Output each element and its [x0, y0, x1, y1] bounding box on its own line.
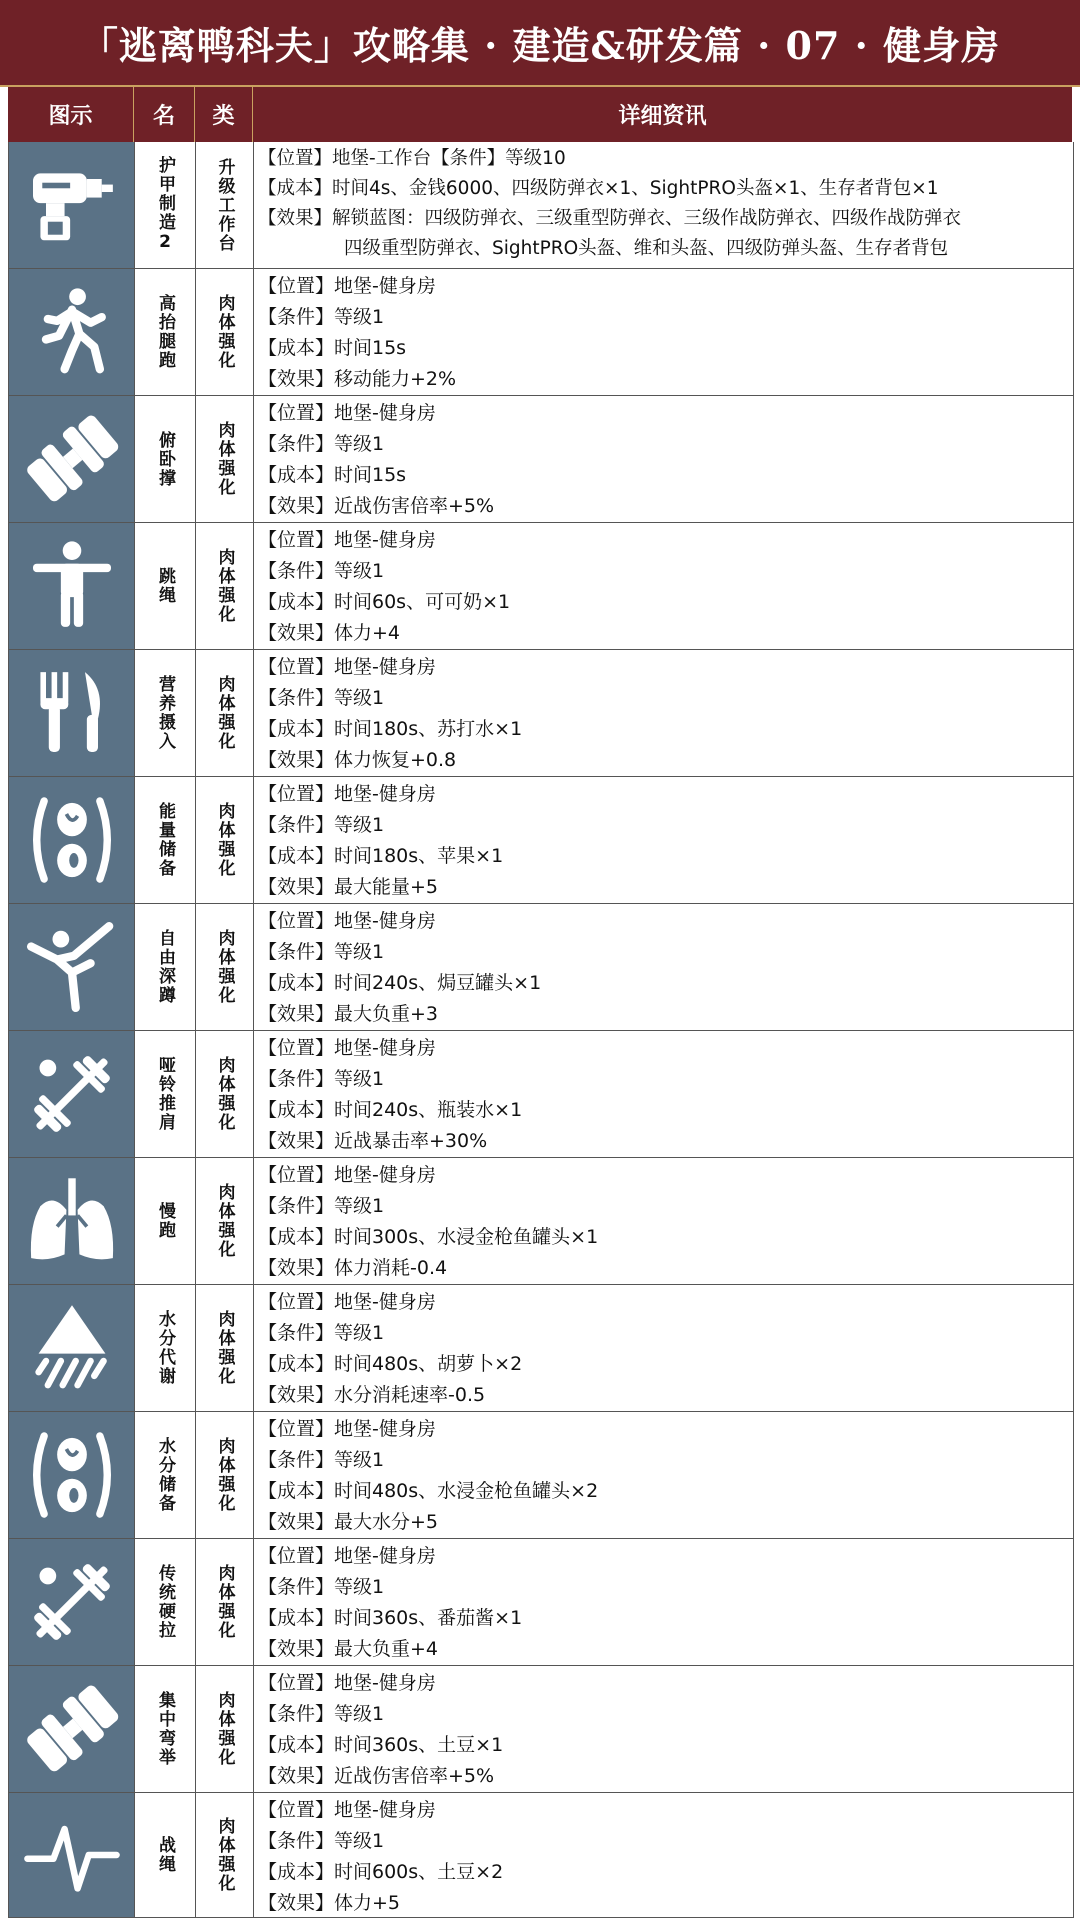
detail-line: 【位置】地堡-健身房 [258, 529, 436, 551]
item-type-text: 肉体强化 [214, 1183, 235, 1259]
item-type [196, 650, 254, 776]
icon-cell [9, 1285, 135, 1411]
detail-line: 【位置】地堡-工作台【条件】等级10 [258, 148, 566, 169]
item-type-text: 肉体强化 [214, 1564, 235, 1640]
item-detail [254, 269, 1073, 395]
table-row [9, 1793, 1073, 1918]
detail-line: 【位置】地堡-健身房 [258, 1418, 436, 1440]
detail-line: 【效果】最大负重+4 [258, 1638, 439, 1660]
item-type [196, 142, 254, 268]
table-row [9, 904, 1073, 1031]
detail-line: 【成本】时间180s、苹果×1 [258, 845, 504, 867]
item-name [135, 1793, 196, 1917]
icon-cell [9, 142, 135, 268]
detail-line: 【成本】时间15s [258, 337, 407, 359]
item-detail [254, 1158, 1073, 1284]
item-type [196, 1412, 254, 1538]
icon-cell [9, 1793, 135, 1917]
item-type-text: 肉体强化 [214, 802, 235, 878]
table-row [9, 1031, 1073, 1158]
detail-line: 【条件】等级1 [258, 560, 385, 582]
icon-cell [9, 1539, 135, 1665]
item-name [135, 1285, 196, 1411]
item-name [135, 650, 196, 776]
icon-cell [9, 904, 135, 1030]
icon-cell [9, 1158, 135, 1284]
detail-line: 【条件】等级1 [258, 433, 385, 455]
item-name [135, 1666, 196, 1792]
item-type [196, 1158, 254, 1284]
table-header [8, 87, 1072, 142]
lungs-icon [20, 1169, 124, 1273]
upgrade-table [8, 142, 1074, 1918]
icon-cell [9, 269, 135, 395]
detail-line: 【位置】地堡-健身房 [258, 402, 436, 424]
detail-line: 【成本】时间240s、焗豆罐头×1 [258, 972, 542, 994]
detail-line: 【成本】时间180s、苏打水×1 [258, 718, 523, 740]
item-type-text: 肉体强化 [214, 1691, 235, 1767]
table-row [9, 523, 1073, 650]
detail-line: 【位置】地堡-健身房 [258, 1164, 436, 1186]
detail-line: 【效果】最大能量+5 [258, 876, 439, 898]
item-name-text: 哑铃推肩 [155, 1056, 175, 1132]
item-type [196, 904, 254, 1030]
item-type-text: 肉体强化 [214, 1056, 235, 1132]
detail-line: 【效果】体力消耗-0.4 [258, 1257, 448, 1279]
table-row [9, 1285, 1073, 1412]
item-type [196, 269, 254, 395]
table-row [9, 142, 1073, 269]
item-name [135, 396, 196, 522]
item-name-text: 自由深蹲 [155, 929, 175, 1005]
detail-line: 【位置】地堡-健身房 [258, 1799, 436, 1821]
detail-line: 【条件】等级1 [258, 1195, 385, 1217]
detail-line: 【成本】时间60s、可可奶×1 [258, 591, 511, 613]
item-detail [254, 777, 1073, 903]
detail-line: 【条件】等级1 [258, 306, 385, 328]
detail-line: 【条件】等级1 [258, 687, 385, 709]
detail-line: 【位置】地堡-健身房 [258, 910, 436, 932]
detail-line: 【位置】地堡-健身房 [258, 656, 436, 678]
detail-line: 【成本】时间360s、土豆×1 [258, 1734, 504, 1756]
header-type: 类 [195, 87, 253, 142]
detail-line: 【位置】地堡-健身房 [258, 1672, 436, 1694]
person-arms-out-icon [20, 534, 124, 638]
item-name [135, 904, 196, 1030]
fork-knife-icon [20, 661, 124, 765]
detail-line: 【位置】地堡-健身房 [258, 1545, 436, 1567]
detail-line: 【成本】时间600s、土豆×2 [258, 1861, 504, 1883]
item-type [196, 1031, 254, 1157]
water-drop-icon [20, 1296, 124, 1400]
header-detail: 详细资讯 [618, 104, 707, 129]
header-icon: 图示 [8, 87, 134, 142]
item-name [135, 1158, 196, 1284]
item-detail [254, 396, 1073, 522]
icon-cell [9, 1412, 135, 1538]
detail-line: 【效果】近战暴击率+30% [258, 1130, 488, 1152]
detail-line: 【成本】时间240s、瓶装水×1 [258, 1099, 523, 1121]
detail-line: 【成本】时间300s、水浸金枪鱼罐头×1 [258, 1226, 599, 1248]
detail-line: 【条件】等级1 [258, 1322, 385, 1344]
item-name-text: 集中弯举 [155, 1691, 175, 1767]
item-detail [254, 650, 1073, 776]
detail-line: 【效果】最大水分+5 [258, 1511, 439, 1533]
detail-line: 【位置】地堡-健身房 [258, 1037, 436, 1059]
item-name [135, 1412, 196, 1538]
detail-line: 【效果】体力恢复+0.8 [258, 749, 457, 771]
detail-line: 【成本】时间480s、胡萝卜×2 [258, 1353, 523, 1375]
item-name-text: 俯卧撑 [155, 430, 175, 488]
detail-line: 【条件】等级1 [258, 1830, 385, 1852]
detail-line: 【条件】等级1 [258, 941, 385, 963]
item-name-text: 营养摄入 [155, 675, 175, 751]
detail-line: 【成本】时间4s、金钱6000、四级防弹衣×1、SightPRO头盔×1、生存者背包×1 [258, 178, 939, 199]
item-name-text: 水分储备 [155, 1437, 175, 1513]
item-detail [254, 1793, 1073, 1917]
item-type [196, 777, 254, 903]
item-type-text: 肉体强化 [214, 421, 235, 497]
dumbbell-icon [20, 1677, 124, 1781]
table-row [9, 396, 1073, 523]
item-detail [254, 1031, 1073, 1157]
detail-line: 【效果】近战伤害倍率+5% [258, 495, 495, 517]
item-type-text: 肉体强化 [214, 1817, 235, 1893]
item-name-text: 传统硬拉 [155, 1564, 175, 1640]
detail-line: 【效果】最大负重+3 [258, 1003, 439, 1025]
item-detail [254, 1285, 1073, 1411]
item-name-text: 护甲制造2 [155, 156, 175, 254]
detail-line: 【条件】等级1 [258, 814, 385, 836]
detail-line: 【效果】解锁蓝图：四级防弹衣、三级重型防弹衣、三级作战防弹衣、四级作战防弹衣 [258, 208, 962, 229]
item-detail [254, 1539, 1073, 1665]
detail-line: 【效果】体力+4 [258, 622, 401, 644]
table-row [9, 1158, 1073, 1285]
icon-cell [9, 523, 135, 649]
water-storage-icon [20, 1423, 124, 1527]
item-type [196, 1539, 254, 1665]
item-detail [254, 1412, 1073, 1538]
icon-cell [9, 396, 135, 522]
item-name-text: 水分代谢 [155, 1310, 175, 1386]
barbell-icon [20, 1042, 124, 1146]
item-type [196, 1666, 254, 1792]
item-name-text: 能量储备 [155, 802, 175, 878]
detail-line: 【成本】时间480s、水浸金枪鱼罐头×2 [258, 1480, 599, 1502]
table-row [9, 650, 1073, 777]
item-type-text: 肉体强化 [214, 675, 235, 751]
heartbeat-icon [20, 1803, 124, 1907]
item-name-text: 高抬腿跑 [155, 294, 175, 370]
detail-line: 【效果】近战伤害倍率+5% [258, 1765, 495, 1787]
item-type-text: 肉体强化 [214, 548, 235, 624]
icon-cell [9, 777, 135, 903]
drill-icon [20, 153, 124, 257]
table-row [9, 1666, 1073, 1793]
item-name-text: 战绳 [155, 1836, 175, 1874]
icon-cell [9, 650, 135, 776]
detail-line: 【条件】等级1 [258, 1068, 385, 1090]
item-name [135, 777, 196, 903]
table-row [9, 777, 1073, 904]
detail-line: 【位置】地堡-健身房 [258, 275, 436, 297]
item-type [196, 1285, 254, 1411]
item-type-text: 肉体强化 [214, 1310, 235, 1386]
icon-cell [9, 1031, 135, 1157]
icon-cell [9, 1666, 135, 1792]
item-detail [254, 904, 1073, 1030]
item-name [135, 1031, 196, 1157]
detail-line: 【位置】地堡-健身房 [258, 1291, 436, 1313]
dumbbell-icon [20, 407, 124, 511]
header-name: 名 [134, 87, 195, 142]
item-type [196, 523, 254, 649]
barbell-icon [20, 1550, 124, 1654]
detail-line: 【效果】水分消耗速率-0.5 [258, 1384, 486, 1406]
item-type-text: 升级工作台 [214, 157, 235, 253]
item-type-text: 肉体强化 [214, 929, 235, 1005]
item-name [135, 142, 196, 268]
running-person-icon [20, 280, 124, 384]
detail-line: 【成本】时间15s [258, 464, 407, 486]
item-type-text: 肉体强化 [214, 1437, 235, 1513]
detail-line: 【条件】等级1 [258, 1703, 385, 1725]
yoga-pose-icon [20, 915, 124, 1019]
item-detail [254, 1666, 1073, 1792]
item-type [196, 1793, 254, 1917]
item-type [196, 396, 254, 522]
detail-line: 【成本】时间360s、番茄酱×1 [258, 1607, 523, 1629]
item-type-text: 肉体强化 [214, 294, 235, 370]
item-name [135, 269, 196, 395]
detail-line: 【条件】等级1 [258, 1576, 385, 1598]
detail-line: 【效果】体力+5 [258, 1892, 401, 1914]
item-name-text: 慢跑 [155, 1202, 175, 1240]
detail-line: 【位置】地堡-健身房 [258, 783, 436, 805]
energy-storage-icon [20, 788, 124, 892]
detail-line: 【条件】等级1 [258, 1449, 385, 1471]
item-name [135, 1539, 196, 1665]
table-row [9, 1539, 1073, 1666]
detail-line: 四级重型防弹衣、SightPRO头盔、维和头盔、四级防弹头盔、生存者背包 [344, 238, 949, 259]
item-detail [254, 523, 1073, 649]
detail-line: 【效果】移动能力+2% [258, 368, 457, 390]
item-name [135, 523, 196, 649]
page-title: 「逃离鸭科夫」攻略集 · 建造&研发篇 · 07 · 健身房 [0, 0, 1080, 87]
item-detail [254, 142, 1073, 268]
table-row [9, 269, 1073, 396]
table-row [9, 1412, 1073, 1539]
item-name-text: 跳绳 [155, 567, 175, 605]
